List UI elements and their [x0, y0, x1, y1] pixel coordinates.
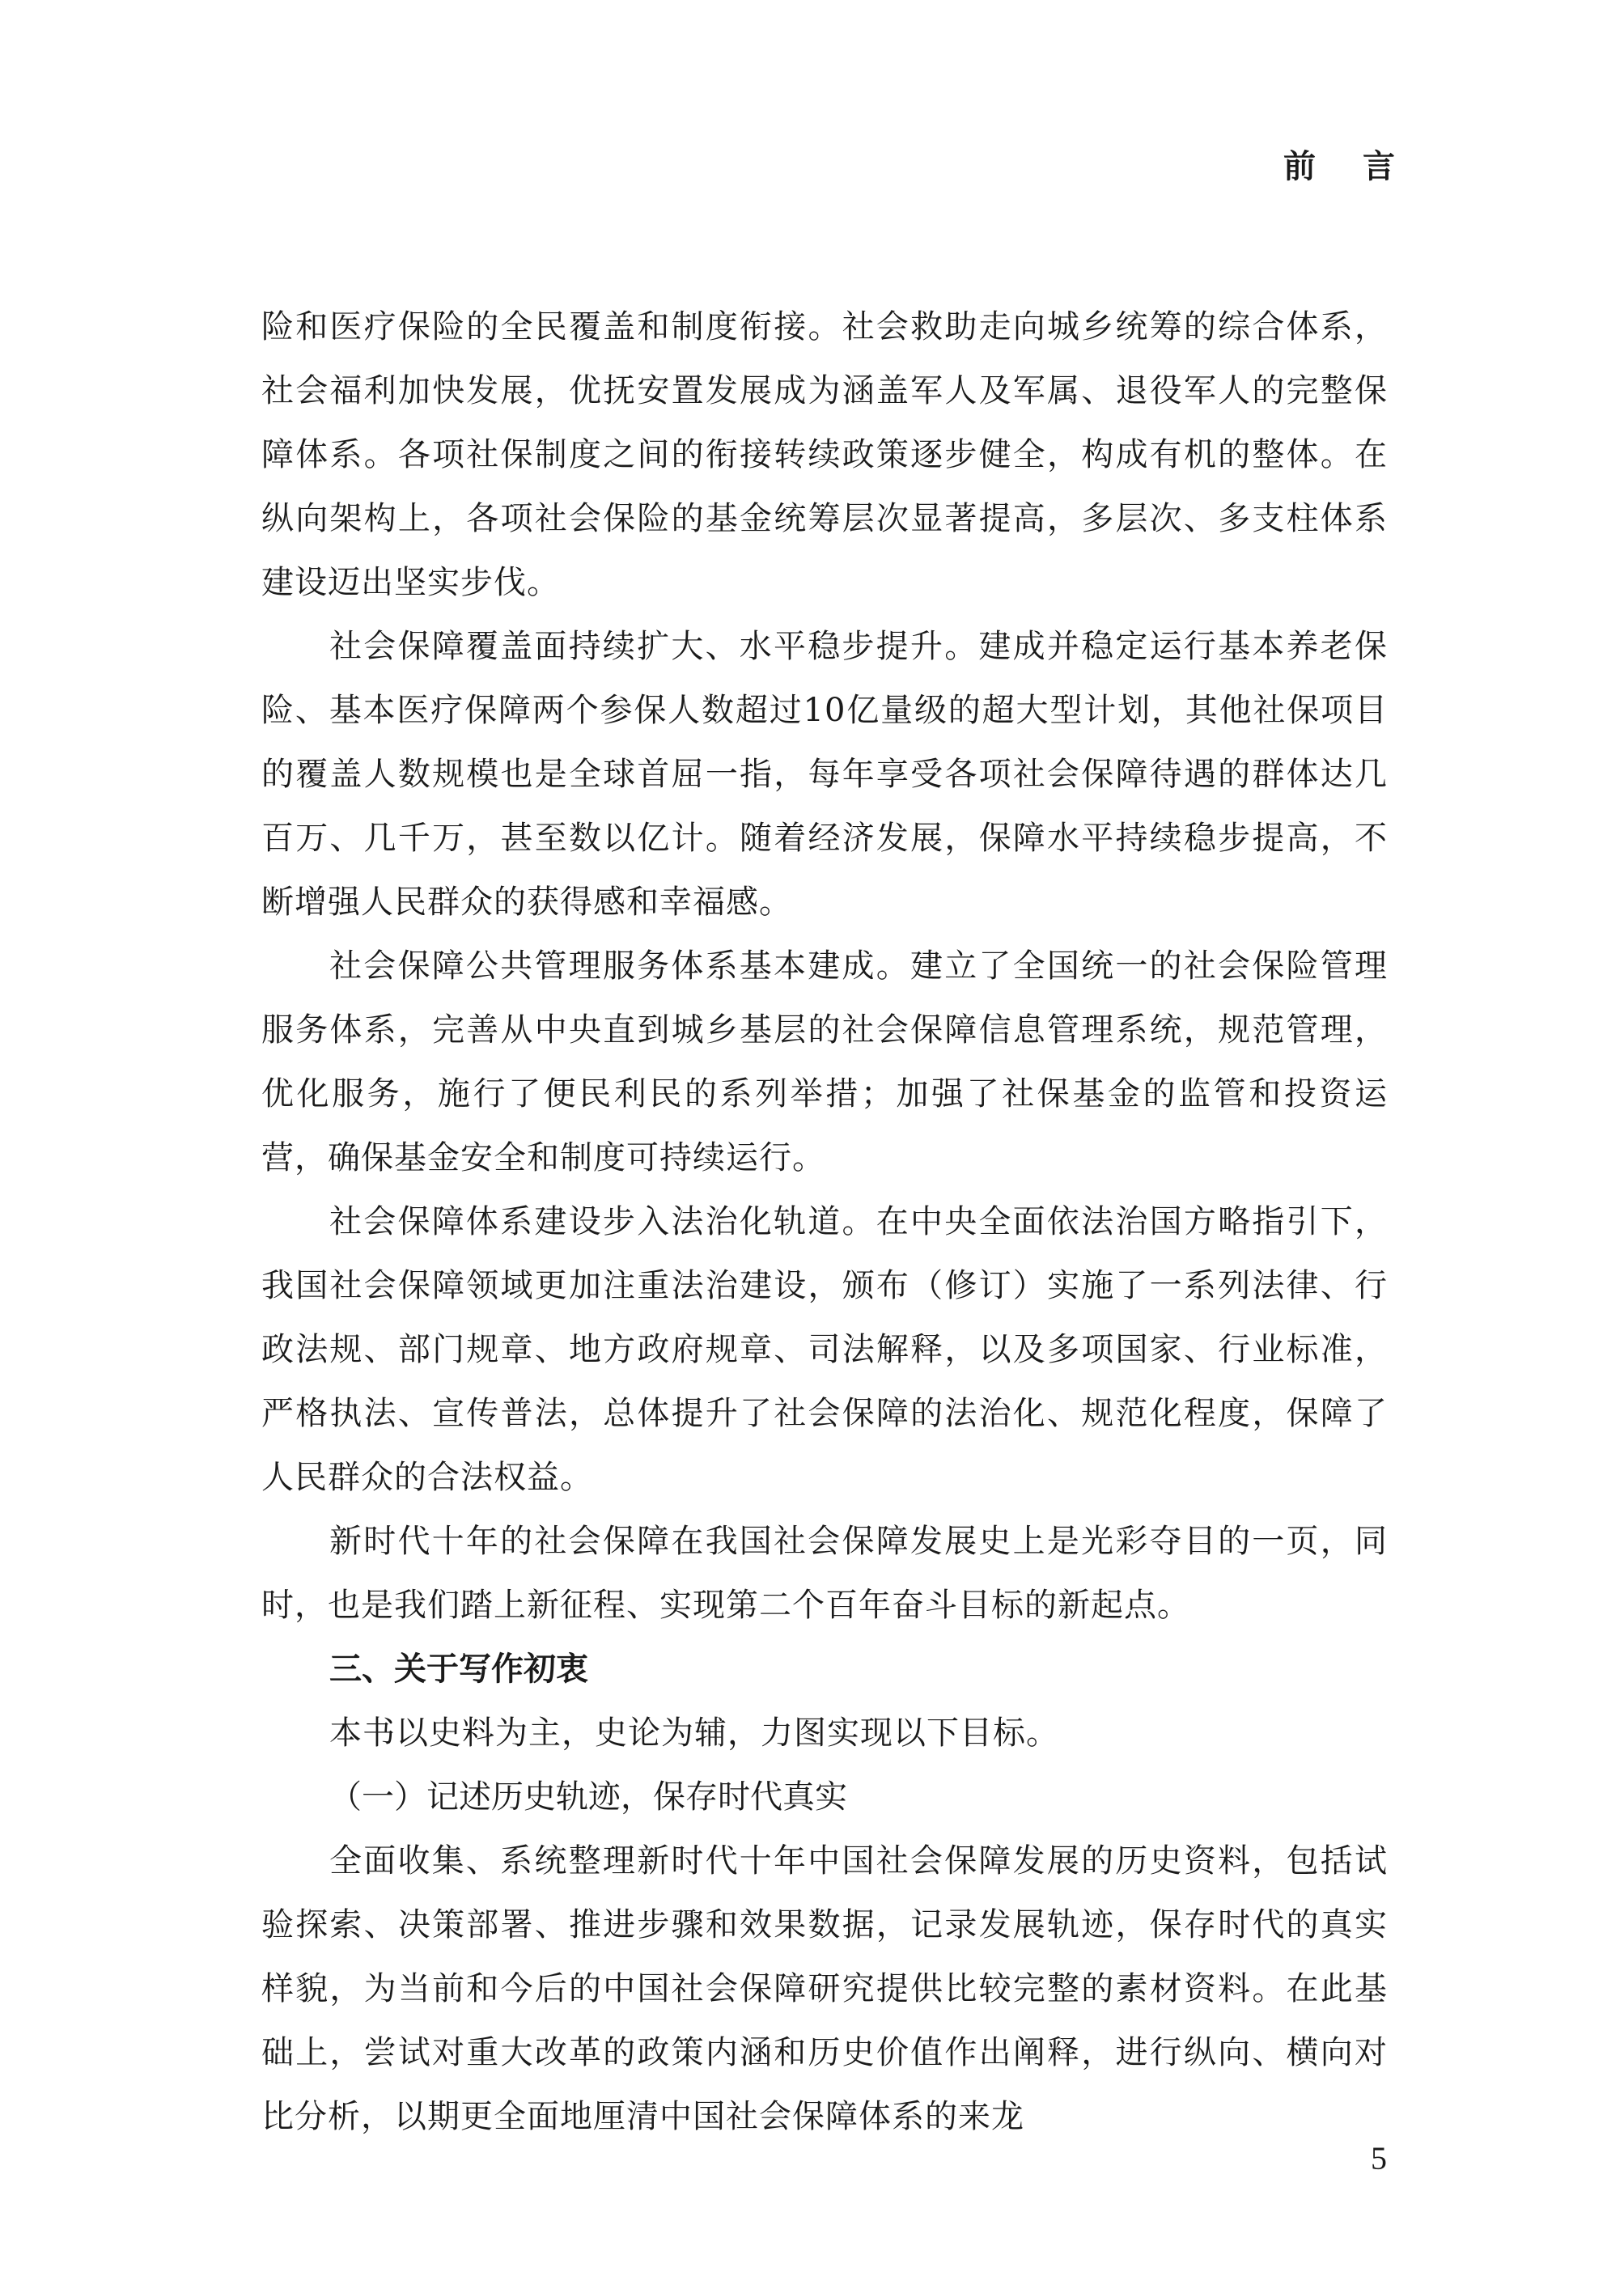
running-header: 前言 [1283, 148, 1442, 185]
paragraph-1: 险和医疗保险的全民覆盖和制度衔接。社会救助走向城乡统筹的综合体系，社会福利加快发展，优抚安置发展成为涵盖军人及军属、退役军人的完整保障体系。各项社保制度之间的衔接转续政策逐步健全，构成有机的整体。在纵向架构上，各项社会保险的基金统筹层次显著提高，多层次、多支柱体系建设迈出坚实步伐。 [261, 308, 1388, 601]
subsection-heading: （一）记述历史轨迹，保存时代真实 [329, 1778, 847, 1816]
paragraph-3: 社会保障公共管理服务体系基本建成。建立了全国统一的社会保险管理服务体系，完善从中央直到城乡基层的社会保障信息管理系统，规范管理，优化服务，施行了便民利民的系列举措；加强了社保基金的监管和投资运营，确保基金安全和制度可持续运行。 [261, 947, 1388, 1176]
text-body [261, 295, 1388, 2149]
paragraph-7: 全面收集、系统整理新时代十年中国社会保障发展的历史资料，包括试验探索、决策部署、推进步骤和效果数据，记录发展轨迹，保存时代的真实样貌，为当前和今后的中国社会保障研究提供比较完整的素材资料。在此基础上，尝试对重大改革的政策内涵和历史价值作出阐释，进行纵向、横向对比分析，以期更全面地厘清中国社会保障体系的来龙 [261, 1842, 1388, 2135]
page-number: 5 [1371, 2140, 1387, 2176]
section-heading: 三、关于写作初衷 [329, 1651, 588, 1688]
paragraph-4: 社会保障体系建设步入法治化轨道。在中央全面依法治国方略指引下，我国社会保障领域更加注重法治建设，颁布（修订）实施了一系列法律、行政法规、部门规章、地方政府规章、司法解释，以及多项国家、行业标准，严格执法、宣传普法，总体提升了社会保障的法治化、规范化程度，保障了人民群众的合法权益。 [261, 1203, 1388, 1496]
paragraph-2: 社会保障覆盖面持续扩大、水平稳步提升。建成并稳定运行基本养老保险、基本医疗保障两个参保人数超过10亿量级的超大型计划，其他社保项目的覆盖人数规模也是全球首屈一指，每年享受各项社会保障待遇的群体达几百万、几千万，甚至数以亿计。随着经济发展，保障水平持续稳步提高，不断增强人民群众的获得感和幸福感。 [261, 628, 1388, 921]
paragraph-5: 新时代十年的社会保障在我国社会保障发展史上是光彩夺目的一页，同时，也是我们踏上新征程、实现第二个百年奋斗目标的新起点。 [261, 1523, 1388, 1624]
paragraph-6: 本书以史料为主，史论为辅，力图实现以下目标。 [329, 1714, 1059, 1752]
